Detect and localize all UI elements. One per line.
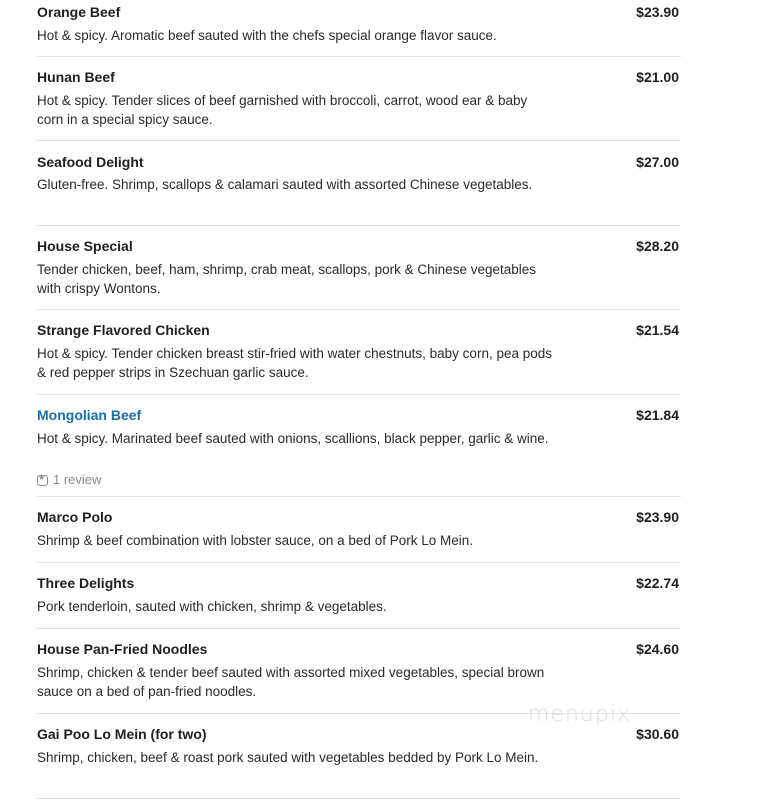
review-count[interactable]: 1 review xyxy=(53,472,102,487)
item-name: House Pan-Fried Noodles xyxy=(37,641,208,657)
item-description: Shrimp & beef combination with lobster sauce, on a bed of Pork Lo Mein. xyxy=(37,533,473,548)
menu-item xyxy=(37,0,681,57)
item-price: $21.84 xyxy=(636,407,679,423)
item-price: $24.60 xyxy=(636,641,679,657)
menu-item xyxy=(37,57,681,141)
item-description: Tender chicken, beef, ham, shrimp, crab meat, scallops, pork & Chinese vegetables with crispy Wontons. xyxy=(37,262,536,296)
item-name: Three Delights xyxy=(37,575,135,591)
item-price: $23.90 xyxy=(636,509,679,525)
watermark-logo: menupix xyxy=(528,702,631,727)
item-price: $22.74 xyxy=(636,575,679,591)
item-name: Orange Beef xyxy=(37,4,121,20)
menu-item xyxy=(37,310,681,395)
menu-item xyxy=(37,395,681,497)
menu-item xyxy=(37,226,681,310)
item-description: Hot & spicy. Tender chicken breast stir-fried with water chestnuts, baby corn, pea pods & red pepper strips in Szechuan garlic sauce. xyxy=(37,346,552,380)
item-description: Hot & spicy. Marinated beef sauted with onions, scallions, black pepper, garlic & wine. xyxy=(37,431,549,446)
item-name: Marco Polo xyxy=(37,509,113,525)
item-description: Hot & spicy. Tender slices of beef garnished with broccoli, carrot, wood ear & baby corn in a special spicy sauce. xyxy=(37,93,528,127)
item-price: $23.90 xyxy=(636,4,679,20)
item-name: Hunan Beef xyxy=(37,69,115,85)
item-description: Shrimp, chicken & tender beef sauted with assorted mixed vegetables, special brown sauce on a bed of pan-fried noodles. xyxy=(37,665,545,699)
review-star-icon xyxy=(37,475,48,486)
item-name-link[interactable]: Mongolian Beef xyxy=(37,407,142,423)
menu-list xyxy=(37,0,681,799)
item-name: Seafood Delight xyxy=(37,154,144,170)
item-name: Strange Flavored Chicken xyxy=(37,322,210,338)
item-description: Gluten-free. Shrimp, scallops & calamari sauted with assorted Chinese vegetables. xyxy=(37,177,533,192)
item-price: $27.00 xyxy=(636,154,679,170)
item-description: Hot & spicy. Aromatic beef sauted with the chefs special orange flavor sauce. xyxy=(37,28,497,43)
menu-item xyxy=(37,497,681,563)
review-link[interactable] xyxy=(37,472,101,487)
menu-item xyxy=(37,563,681,629)
item-name: House Special xyxy=(37,238,133,254)
item-description: Pork tenderloin, sauted with chicken, shrimp & vegetables. xyxy=(37,599,387,614)
item-price: $30.60 xyxy=(636,726,679,742)
item-price: $21.00 xyxy=(636,69,679,85)
item-description: Shrimp, chicken, beef & roast pork sauted with vegetables bedded by Pork Lo Mein. xyxy=(37,750,539,765)
item-name: Gai Poo Lo Mein (for two) xyxy=(37,726,207,742)
item-price: $21.54 xyxy=(636,322,679,338)
menu-item xyxy=(37,141,681,226)
item-price: $28.20 xyxy=(636,238,679,254)
